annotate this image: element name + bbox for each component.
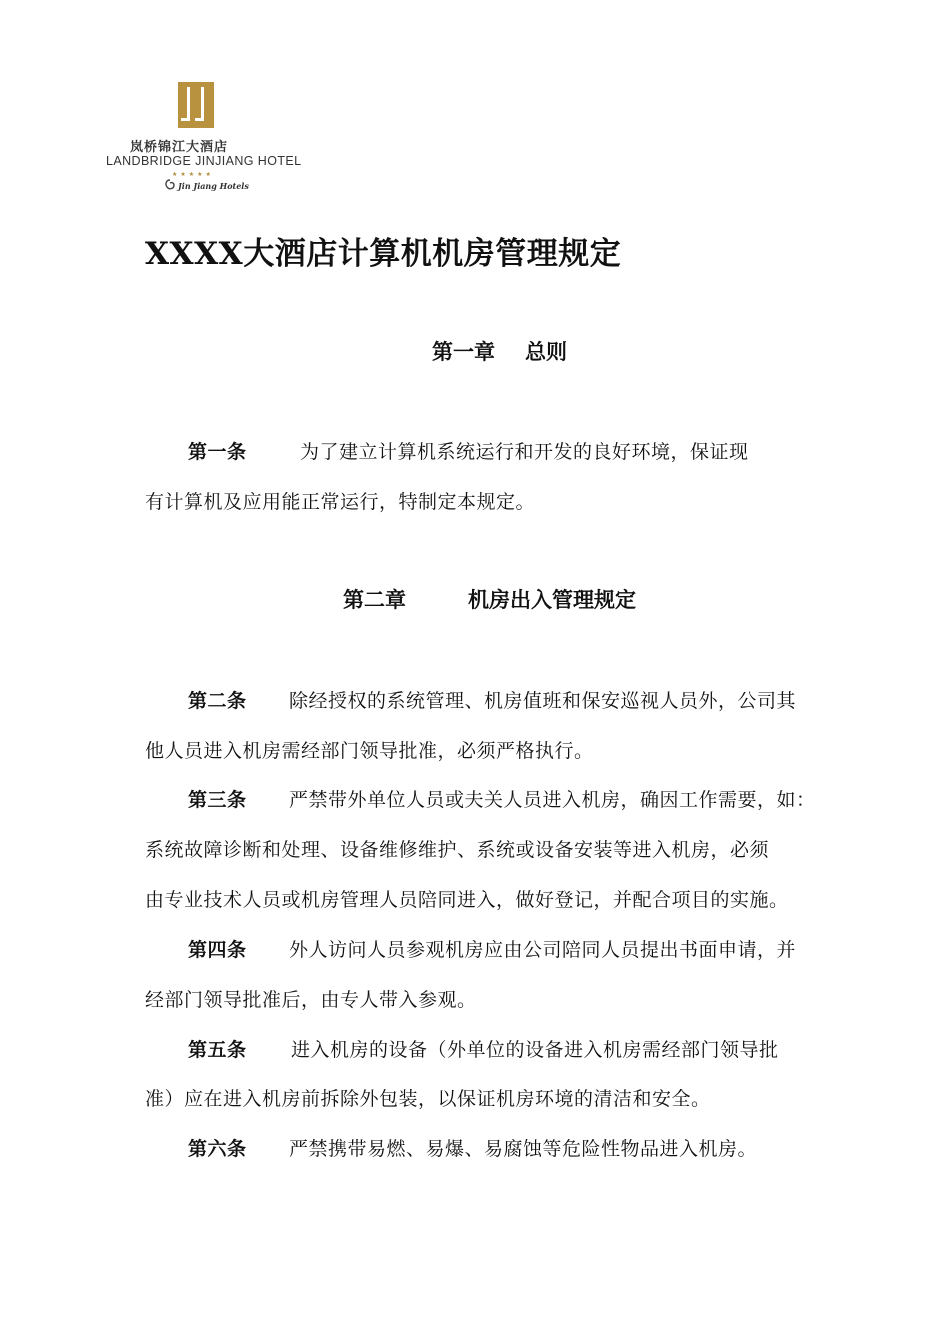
article-5-line-1: [188, 1035, 779, 1062]
article-2-line-2: 他人员进入机房需经部门领导批准，必须严格执行。: [145, 740, 594, 762]
article-3-line-1: [188, 785, 816, 812]
jj-logo-mark-icon: [178, 82, 214, 132]
article-2-label: 第二条: [188, 690, 247, 712]
chapter-1-label: 第一章: [432, 339, 495, 364]
article-1-line-2: 有计算机及应用能正常运行，特制定本规定。: [145, 491, 536, 513]
swirl-icon: [164, 179, 176, 191]
logo-stars: ★★★★★: [172, 171, 214, 178]
article-5-text-1: 进入机房的设备（外单位的设备进入机房需经部门领导批: [291, 1039, 779, 1061]
article-4-line-1: [188, 935, 796, 962]
article-3-label: 第三条: [188, 789, 247, 811]
article-1-label: 第一条: [188, 441, 247, 463]
article-2-line-1: [188, 686, 796, 713]
article-4-line-2: 经部门领导批准后，由专人带入参观。: [145, 989, 477, 1011]
chapter-1-heading: [432, 336, 567, 366]
article-6-text-1: 严禁携带易燃、易爆、易腐蚀等危险性物品进入机房。: [289, 1138, 758, 1160]
article-5-line-2: 准）应在进入机房前拆除外包装，以保证机房环境的清洁和安全。: [145, 1088, 711, 1110]
article-6-label: 第六条: [188, 1138, 247, 1160]
article-5-label: 第五条: [188, 1039, 247, 1061]
article-3-line-2: 系统故障诊断和处理、设备维修维护、系统或设备安装等进入机房，必须: [145, 839, 770, 861]
logo-chinese-name: 岚桥锦江大酒店: [130, 140, 229, 155]
article-3-text-1: 严禁带外单位人员或夫关人员进入机房，确因工作需要，如：: [289, 789, 816, 811]
chapter-2-label: 第二章: [343, 587, 406, 612]
article-1-line-1: [188, 437, 749, 464]
article-6-line-1: [188, 1134, 757, 1161]
chapter-2-heading: [343, 584, 636, 614]
logo-english-name: LANDBRIDGE JINJIANG HOTEL: [106, 154, 302, 168]
article-2-text-1: 除经授权的系统管理、机房值班和保安巡视人员外，公司其: [289, 690, 797, 712]
article-1-text-1: 为了建立计算机系统运行和开发的良好环境，保证现: [300, 441, 749, 463]
article-4-text-1: 外人访问人员参观机房应由公司陪同人员提出书面申请，并: [289, 939, 797, 961]
chapter-2-title: 机房出入管理规定: [468, 587, 636, 612]
hotel-logo: [100, 82, 300, 194]
chapter-1-title: 总则: [525, 339, 567, 364]
document-title: XXXX大酒店计算机机房管理规定: [145, 236, 622, 272]
article-4-label: 第四条: [188, 939, 247, 961]
article-3-line-3: 由专业技术人员或机房管理人员陪同进入，做好登记，并配合项目的实施。: [145, 889, 789, 911]
logo-sub-brand-text: Jin Jiang Hotels: [178, 181, 249, 191]
